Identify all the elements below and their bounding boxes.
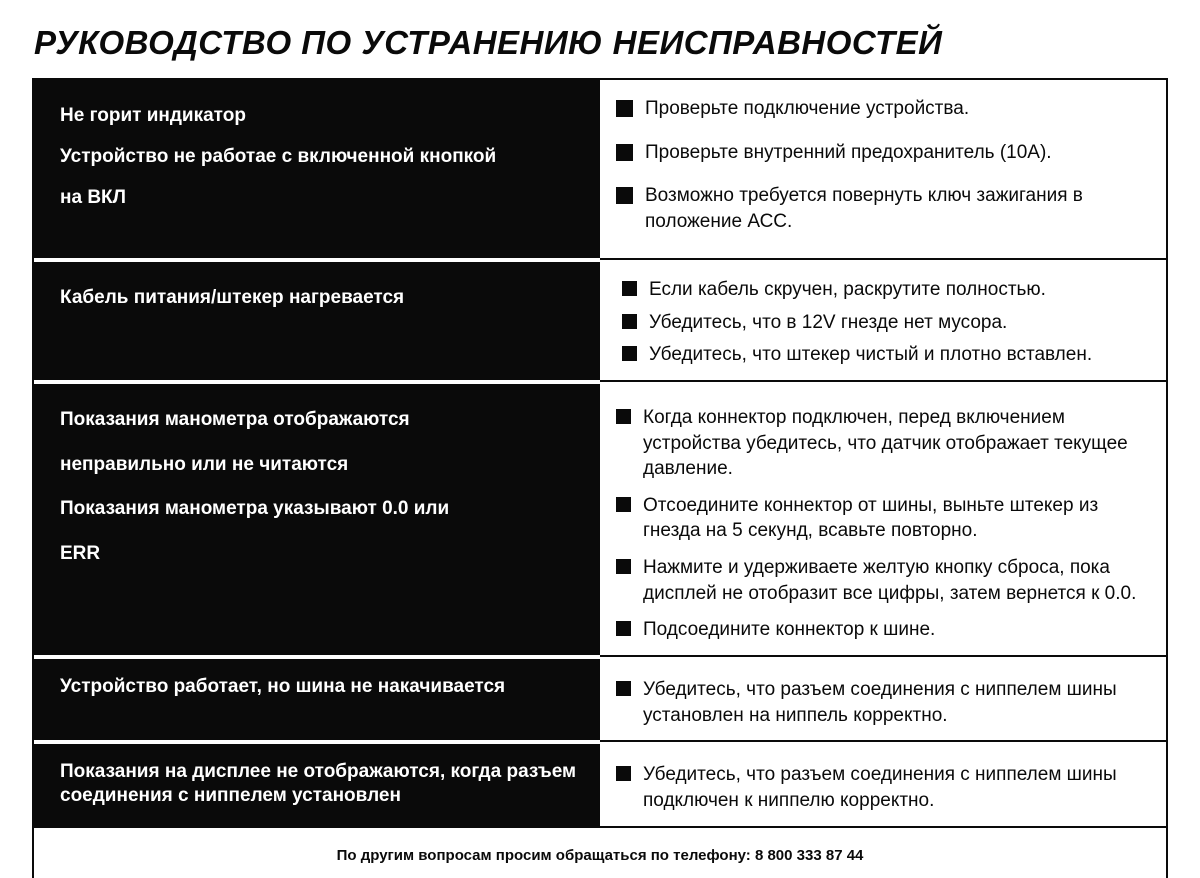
problem-line: ERR <box>60 543 101 565</box>
square-bullet-icon <box>622 281 637 296</box>
square-bullet-icon <box>616 559 631 574</box>
problem-cell <box>34 380 600 655</box>
solution-text: Подсоедините коннектор к шине. <box>643 619 936 641</box>
solution-text: Убедитесь, что разъем соединения с ниппелем шины установлен на ниппель корректно. <box>643 679 1117 726</box>
solution-text: Когда коннектор подключен, перед включением устройства убедитесь, что датчик отображает текущее давление. <box>643 406 1128 480</box>
solution-text: Убедитесь, что в 12V гнезде нет мусора. <box>649 311 1008 333</box>
solution-text: Отсоедините коннектор от шины, выньте штекер из гнезда на 5 секунд, всавьте повторно. <box>643 494 1099 542</box>
solution-text: Убедитесь, что штекер чистый и плотно вставлен. <box>649 344 1093 366</box>
square-bullet-icon <box>622 314 637 329</box>
solution-cell <box>600 80 1166 258</box>
problem-line: Не горит индикатор <box>60 105 246 126</box>
problem-line: на ВКЛ <box>60 186 126 208</box>
table-row <box>34 655 1166 740</box>
solution-item <box>622 277 1148 303</box>
square-bullet-icon <box>616 100 633 117</box>
solution-item <box>616 405 1148 482</box>
troubleshooting-table <box>32 78 1168 878</box>
solution-item <box>616 96 1148 122</box>
problem-line: Показания на дисплее не отображаются, когда разъем соединения с ниппелем установлен <box>60 761 577 807</box>
solution-text: Убедитесь, что разъем соединения с ниппелем шины подключен к ниппелю корректно. <box>643 764 1117 811</box>
solution-item <box>622 342 1148 368</box>
problem-cell <box>34 740 600 825</box>
problem-line: неправильно или не читаются <box>60 453 349 475</box>
solution-item <box>616 183 1148 234</box>
solution-item <box>616 555 1148 606</box>
solution-text: Возможно требуется повернуть ключ зажигания в положение АСС. <box>645 185 1083 232</box>
solution-cell <box>600 258 1166 380</box>
problem-cell <box>34 258 600 380</box>
table-row <box>34 80 1166 258</box>
solution-text: Нажмите и удерживаете желтую кнопку сброса, пока дисплей не отобразит все цифры, затем вернется к 0.0. <box>643 557 1137 604</box>
solution-text: Проверьте подключение устройства. <box>645 98 970 119</box>
solution-item <box>616 493 1148 544</box>
solution-item <box>616 617 1148 643</box>
footer-note: По другим вопросам просим обращаться по телефону: 8 800 333 87 44 <box>34 826 1166 878</box>
square-bullet-icon <box>616 144 633 161</box>
solution-text: Если кабель скручен, раскрутите полностью. <box>649 279 1046 300</box>
square-bullet-icon <box>622 346 637 361</box>
square-bullet-icon <box>616 621 631 636</box>
problem-line: Показания манометра отображаются <box>60 408 410 430</box>
square-bullet-icon <box>616 681 631 696</box>
problem-line: Показания манометра указывают 0.0 или <box>60 498 450 520</box>
problem-cell <box>34 655 600 740</box>
solution-text: Проверьте внутренний предохранитель (10А). <box>645 141 1052 163</box>
problem-line: Устройство не работае с включенной кнопкой <box>60 145 497 167</box>
problem-cell <box>34 80 600 258</box>
square-bullet-icon <box>616 187 633 204</box>
solution-cell <box>600 655 1166 740</box>
table-row <box>34 740 1166 825</box>
solution-item <box>616 762 1148 813</box>
solution-item <box>622 310 1148 336</box>
solution-cell <box>600 740 1166 825</box>
solution-cell <box>600 380 1166 655</box>
solution-item <box>616 677 1148 728</box>
square-bullet-icon <box>616 497 631 512</box>
table-row <box>34 380 1166 655</box>
page-title: РУКОВОДСТВО ПО УСТРАНЕНИЮ НЕИСПРАВНОСТЕЙ <box>34 24 943 61</box>
solution-item <box>616 140 1148 166</box>
problem-line: Устройство работает, но шина не накачивается <box>60 676 506 698</box>
square-bullet-icon <box>616 409 631 424</box>
problem-line: Кабель питания/штекер нагревается <box>60 287 405 308</box>
square-bullet-icon <box>616 766 631 781</box>
table-row <box>34 258 1166 380</box>
